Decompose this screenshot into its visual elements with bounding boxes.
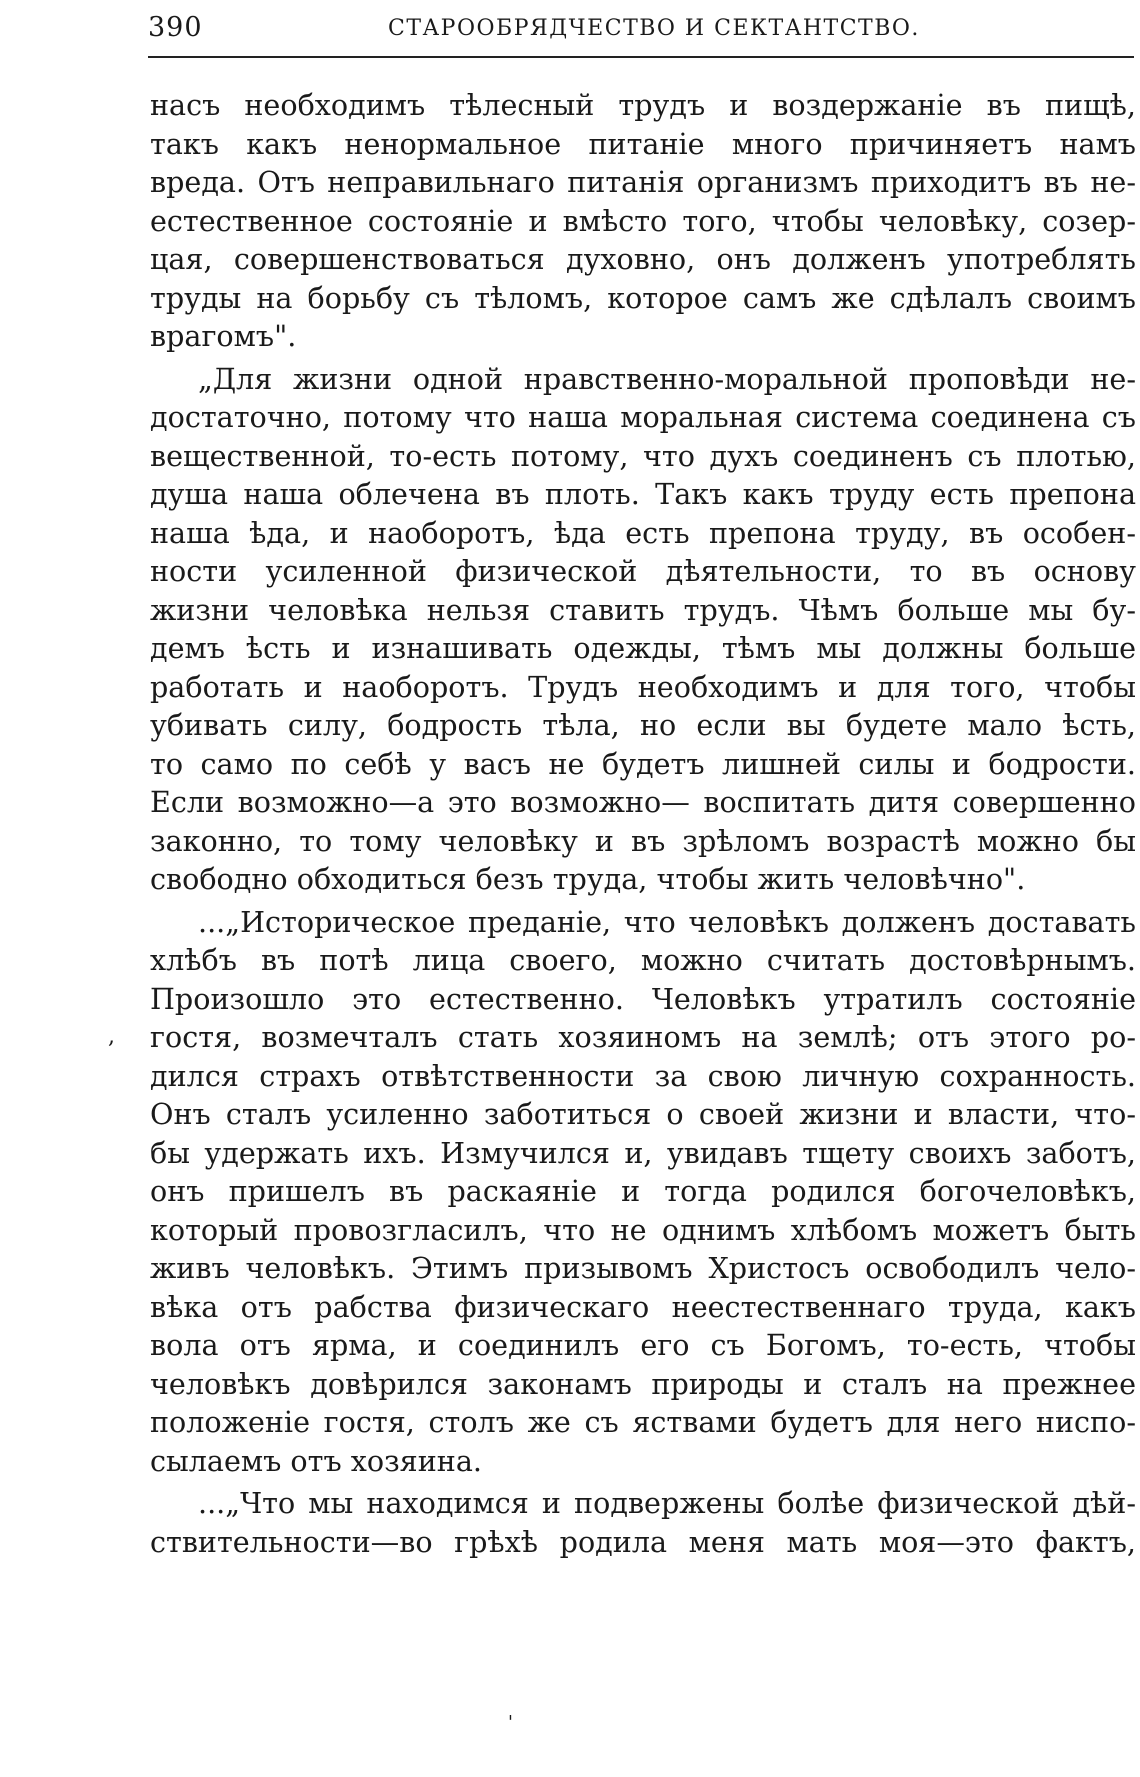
text-line: труды на борьбу съ тѣломъ, которое самъ же сдѣлалъ своимъ: [150, 280, 1136, 315]
text-line: ...„Что мы находимся и подвержены болѣе физической дѣй-: [198, 1486, 1136, 1520]
text-line: законно, то тому человѣку и въ зрѣломъ возрастѣ можно бы: [150, 823, 1136, 858]
text-line: ствительности—во грѣхѣ родила меня мать моя—это фактъ,: [150, 1524, 1136, 1559]
text-line: положеніе гостя, столъ же съ яствами будетъ для него ниспо-: [150, 1405, 1136, 1439]
body-text: [150, 86, 1136, 1561]
text-line: работать и наоборотъ. Трудъ необходимъ и для того, чтобы: [150, 669, 1136, 704]
text-line: вѣка отъ рабства физическаго неестественнаго труда, какъ: [150, 1289, 1136, 1324]
text-line: жизни человѣка нельзя ставить трудъ. Чѣмъ больше мы бу-: [150, 592, 1136, 627]
text-line: то само по себѣ у васъ не будетъ лишней силы и бодрости.: [150, 746, 1136, 781]
header-rule: [148, 56, 1134, 58]
text-line: врагомъ".: [150, 319, 297, 353]
text-line: такъ какъ ненормальное питаніе много причиняетъ намъ: [150, 126, 1136, 161]
page-number: 390: [148, 12, 203, 43]
text-line: Произошло это естественно. Человѣкъ утратилъ состояніе: [150, 981, 1136, 1016]
text-line: бы удержать ихъ. Измучился и, увидавъ тщету своихъ заботъ,: [150, 1135, 1136, 1170]
text-line: цая, совершенствоваться духовно, онъ долженъ употреблять: [150, 242, 1136, 276]
running-head: СТАРООБРЯДЧЕСТВО И СЕКТАНТСТВО.: [388, 16, 920, 41]
text-line: естественное состояніе и вмѣсто того, чтобы человѣку, созер-: [150, 203, 1136, 238]
paragraph-1: [150, 86, 1136, 356]
page-header: [148, 12, 1134, 52]
text-line: человѣкъ довѣрился законамъ природы и сталъ на прежнее: [150, 1366, 1136, 1401]
margin-comma-mark: ,: [108, 1024, 115, 1049]
text-line: насъ необходимъ тѣлесный трудъ и воздержаніе въ пищѣ,: [150, 88, 1136, 122]
text-line: вреда. Отъ неправильнаго питанія организмъ приходитъ въ не-: [150, 165, 1136, 199]
text-line: „Для жизни одной нравственно-моральной проповѣди не-: [198, 361, 1136, 396]
text-line: Онъ сталъ усиленно заботиться о своей жизни и власти, что-: [150, 1097, 1136, 1131]
text-line: который провозгласилъ, что не однимъ хлѣбомъ можетъ быть: [150, 1212, 1136, 1247]
text-line: душа наша облечена въ плоть. Такъ какъ труду есть препона: [150, 477, 1136, 511]
text-line: наша ѣда, и наоборотъ, ѣда есть препона труду, въ особен-: [150, 515, 1136, 550]
paragraph-2: [150, 360, 1136, 899]
text-line: Если возможно—а это возможно— воспитать дитя совершенно: [150, 785, 1136, 819]
text-line: демъ ѣсть и изнашивать одежды, тѣмъ мы должны больше: [150, 631, 1136, 665]
paragraph-3: [150, 903, 1136, 1481]
paragraph-4: [150, 1484, 1136, 1561]
text-line: гостя, возмечталъ стать хозяиномъ на землѣ; отъ этого ро-: [150, 1020, 1136, 1054]
text-line: вещественной, то-есть потому, что духъ соединенъ съ плотью,: [150, 438, 1136, 473]
text-line: ности усиленной физической дѣятельности, то въ основу: [150, 554, 1136, 588]
bottom-tick-mark: ': [508, 1712, 513, 1733]
text-line: вола отъ ярма, и соединилъ его съ Богомъ, то-есть, чтобы: [150, 1328, 1136, 1362]
text-line: убивать силу, бодрость тѣла, но если вы будете мало ѣсть,: [150, 708, 1136, 742]
text-line: ...„Историческое преданіе, что человѣкъ долженъ доставать: [198, 904, 1136, 939]
text-line: сылаемъ отъ хозяина.: [150, 1443, 482, 1478]
text-line: дился страхъ отвѣтственности за свою личную сохранность.: [150, 1058, 1136, 1093]
text-line: онъ пришелъ въ раскаяніе и тогда родился богочеловѣкъ,: [150, 1174, 1136, 1208]
text-line: достаточно, потому что наша моральная система соединена съ: [150, 400, 1136, 434]
text-line: свободно обходиться безъ труда, чтобы жить человѣчно".: [150, 862, 1026, 896]
text-line: хлѣбъ въ потѣ лица своего, можно считать достовѣрнымъ.: [150, 943, 1136, 977]
text-line: живъ человѣкъ. Этимъ призывомъ Христосъ освободилъ чело-: [150, 1251, 1136, 1285]
